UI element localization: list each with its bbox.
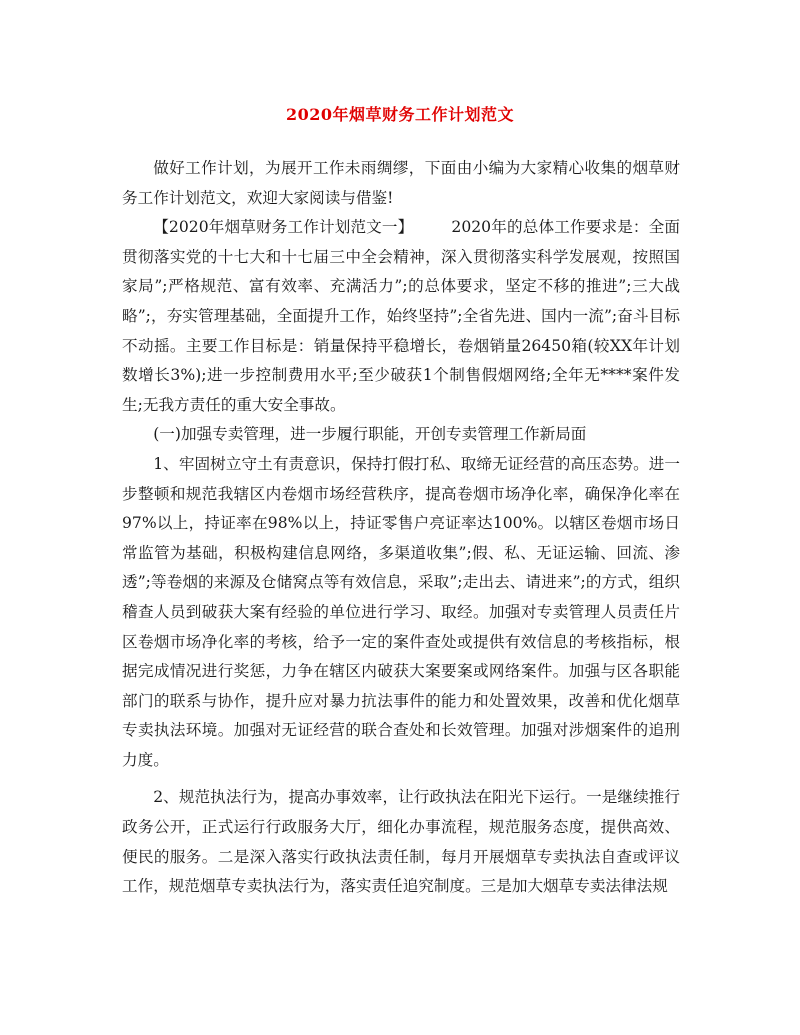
intro-paragraph: 做好工作计划，为展开工作未雨绸缪，下面由小编为大家精心收集的烟草财务工作计划范文，欢迎大家阅读与借鉴!: [122, 159, 680, 207]
document-title: 2020年烟草财务工作计划范文: [285, 105, 515, 124]
section1-heading: 【2020年烟草财务工作计划范文一】: [153, 218, 414, 237]
section1-paragraph: [122, 213, 680, 420]
document-body: [122, 154, 680, 902]
section1-text: 2020年的总体工作要求是：全面贯彻落实党的十七大和十七届三中全会精神，深入贯彻落实科学发展观，按照国家局”;严格规范、富有效率、充满活力”;的总体要求，坚定不移的推进”;三大战略”;，夯实管理基础，全面提升工作，始终坚持”;全省先进、国内一流”;奋斗目标不动摇。主要工作目标是：销量保持平稳增长，卷烟销量26450箱(较XX年计划数增长3%);进一步控制费用水平;至少破获1个制售假烟网络;全年无****案件发生;无我方责任的重大安全事故。: [122, 218, 681, 414]
item2-paragraph: 2、规范执法行为，提高办事效率，让行政执法在阳光下运行。一是继续推行政务公开，正式运行行政服务大厅，细化办事流程，规范服务态度，提供高效、便民的服务。二是深入落实行政执法责任制，每月开展烟草专卖执法自查或评议工作，规范烟草专卖执法行为，落实责任追究制度。三是加大烟草专卖法律法规: [122, 788, 680, 896]
item1-paragraph: 1、牢固树立守土有责意识，保持打假打私、取缔无证经营的高压态势。进一步整顿和规范我辖区内卷烟市场经营秩序，提高卷烟市场净化率，确保净化率在97%以上，持证率在98%以上，持证零售户亮证率达100%。以辖区卷烟市场日常监管为基础，积极构建信息网络，多渠道收集”;假、私、无证运输、回流、渗透”;等卷烟的来源及仓储窝点等有效信息，采取”;走出去、请进来”;的方式，组织稽查人员到破获大案有经验的单位进行学习、取经。加强对专卖管理人员责任片区卷烟市场净化率的考核，给予一定的案件查处或提供有效信息的考核指标，根据完成情况进行奖惩，力争在辖区内破获大案要案或网络案件。加强与区各职能部门的联系与协作，提升应对暴力抗法事件的能力和处置效果，改善和优化烟草专卖执法环境。加强对无证经营的联合查处和长效管理。加强对涉烟案件的追刑力度。: [122, 454, 680, 769]
subheading-paragraph: (一)加强专卖管理，进一步履行职能，开创专卖管理工作新局面: [153, 425, 587, 444]
